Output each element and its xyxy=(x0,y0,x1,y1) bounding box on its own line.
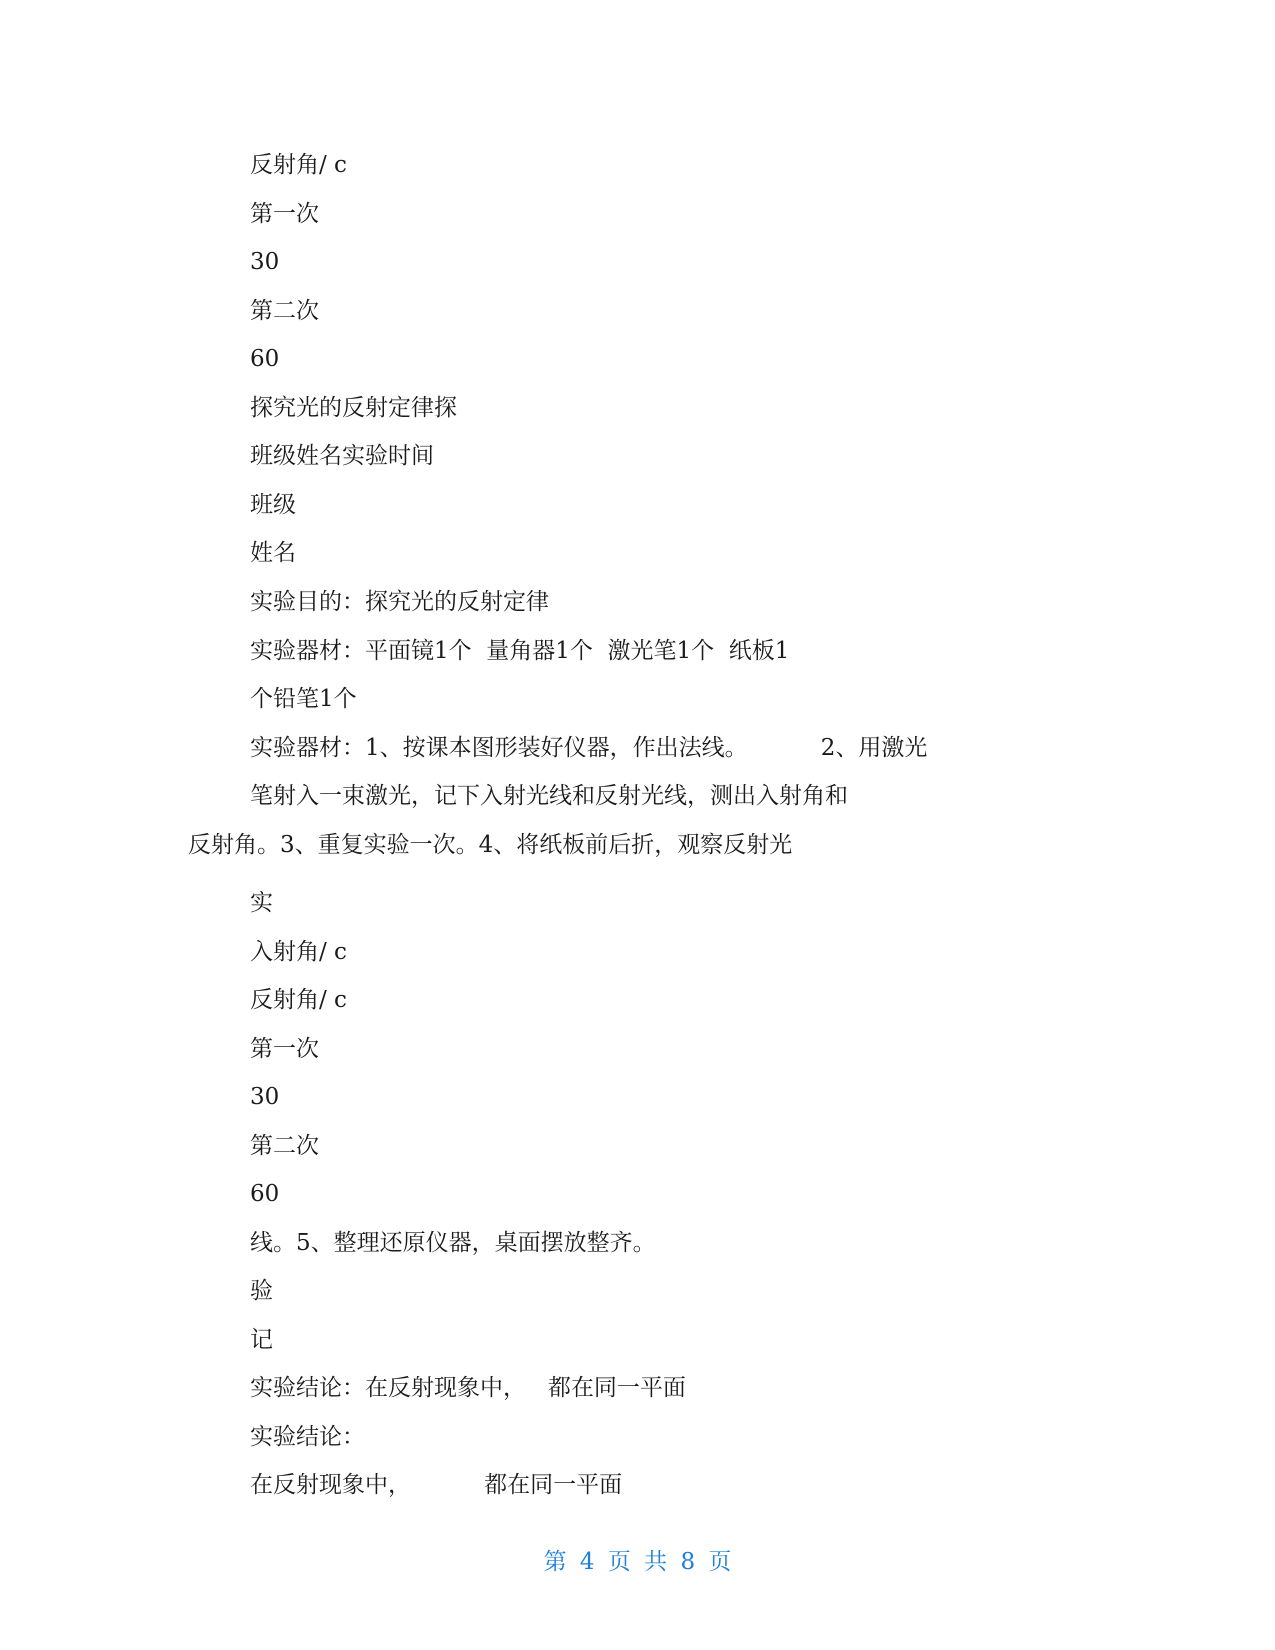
text-line: 验 xyxy=(250,1278,273,1304)
text-line: 记 xyxy=(250,1327,273,1353)
text-line: 线。5、整理还原仪器，桌面摆放整齐。 xyxy=(250,1230,656,1256)
text-line: 反射角/ c xyxy=(250,152,347,178)
text-line: 第一次 xyxy=(250,201,319,227)
text-line: 实验目的：探究光的反射定律 xyxy=(250,589,549,615)
text-line: 反射角。3、重复实验一次。4、将纸板前后折，观察反射光 xyxy=(188,832,793,858)
text-line: 60 xyxy=(250,346,280,372)
text-line: 实验器材：1、按课本图形装好仪器，作出法线。 2、用激光 xyxy=(250,735,928,761)
text-line: 姓名 xyxy=(250,540,296,566)
text-line: 30 xyxy=(250,1084,280,1110)
text-line: 在反射现象中， 都在同一平面 xyxy=(250,1472,623,1498)
text-line: 实验结论： xyxy=(250,1424,365,1450)
text-line: 个铅笔1个 xyxy=(250,686,357,712)
text-line: 入射角/ c xyxy=(250,939,347,965)
text-line: 实验器材：平面镜1个 量角器1个 激光笔1个 纸板1 xyxy=(250,638,790,664)
text-line: 反射角/ c xyxy=(250,987,347,1013)
text-line: 30 xyxy=(250,249,280,275)
text-line: 第二次 xyxy=(250,298,319,324)
text-line: 60 xyxy=(250,1181,280,1207)
text-line: 班级 xyxy=(250,492,296,518)
text-line: 实 xyxy=(250,890,273,916)
text-line: 实验结论：在反射现象中， 都在同一平面 xyxy=(250,1375,686,1401)
text-line: 班级姓名实验时间 xyxy=(250,443,434,469)
text-line: 笔射入一束激光，记下入射光线和反射光线，测出入射角和 xyxy=(250,783,848,809)
text-line: 探究光的反射定律探 xyxy=(250,395,457,421)
text-line: 第二次 xyxy=(250,1133,319,1159)
text-line: 第一次 xyxy=(250,1036,319,1062)
page-footer: 第 4 页 共 8 页 xyxy=(543,1549,732,1575)
